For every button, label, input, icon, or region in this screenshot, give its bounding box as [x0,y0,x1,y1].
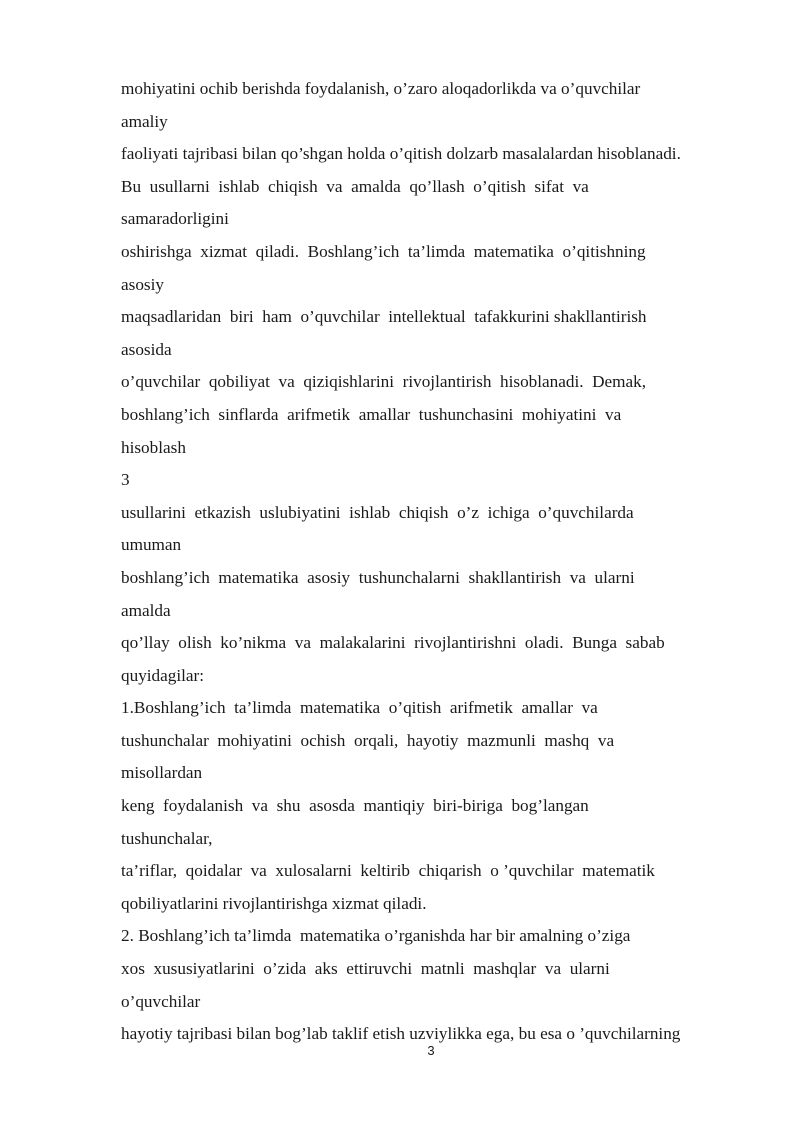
text-line: mohiyatini ochib berishda foydalanish, o’zaro aloqadorlikda va o’quvchilar [121,79,641,98]
text-line: misollardan [121,763,203,783]
text-line: tushunchalar, [121,828,213,848]
text-line: qo’llay olish ko’nikma va malakalarini rivojlantirishni oladi. Bunga sabab [121,633,665,653]
text-line: oshirishga xizmat qiladi. Boshlang’ich ta’limda matematika o’qitishning [121,241,646,261]
text-line: keng foydalanish va shu asosda mantiqiy biri-biriga bog’langan [121,796,589,816]
text-line: asosiy [121,274,164,294]
text-line: 3 [121,470,130,490]
text-line: usullarini etkazish uslubiyatini ishlab chiqish o’z ichiga o’quvchilarda [121,502,634,522]
text-line: hisoblash [121,437,186,457]
text-line: tushunchalar mohiyatini ochish orqali, hayotiy mazmunli mashq va [121,730,615,750]
text-line: hayotiy tajribasi bilan bog’lab taklif etish uzviylikka ega, bu esa o ’quvchilarning [121,1024,681,1044]
text-line: amaliy [121,111,168,131]
text-line: samaradorligini [121,209,229,229]
text-line: o’quvchilar qobiliyat va qiziqishlarini rivojlantirish hisoblanadi. Demak, [121,372,647,392]
text-line: asosida [121,339,172,359]
text-line: amalda [121,600,171,620]
text-line: quyidagilar: [121,665,205,685]
text-line: ta’riflar, qoidalar va xulosalarni keltirib chiqarish o ’quvchilar matematik [121,861,655,881]
page-number: 3 [427,1043,435,1058]
text-line: boshlang’ich matematika asosiy tushunchalarni shakllantirish va ularni [121,567,635,587]
text-line: o’quvchilar [121,991,201,1011]
text-line: umuman [121,535,182,555]
text-line: faoliyati tajribasi bilan qo’shgan holda o’qitish dolzarb masalalardan hisoblanadi. [121,144,681,164]
text-line: Bu usullarni ishlab chiqish va amalda qo’llash o’qitish sifat va [121,176,589,196]
body-text [121,73,721,1051]
text-line: 1.Boshlang’ich ta’limda matematika o’qitish arifmetik amallar va [121,698,598,718]
text-line: xos xususiyatlarini o’zida aks ettiruvchi matnli mashqlar va ularni [121,959,610,979]
text-line: maqsadlaridan biri ham o’quvchilar intellektual tafakkurini shakllantirish [121,307,647,327]
text-line: 2. Boshlang’ich ta’limda matematika o’rganishda har bir amalning o’ziga [121,926,631,946]
text-line: qobiliyatlarini rivojlantirishga xizmat qiladi. [121,893,427,913]
text-line: boshlang’ich sinflarda arifmetik amallar tushunchasini mohiyatini va [121,404,622,424]
